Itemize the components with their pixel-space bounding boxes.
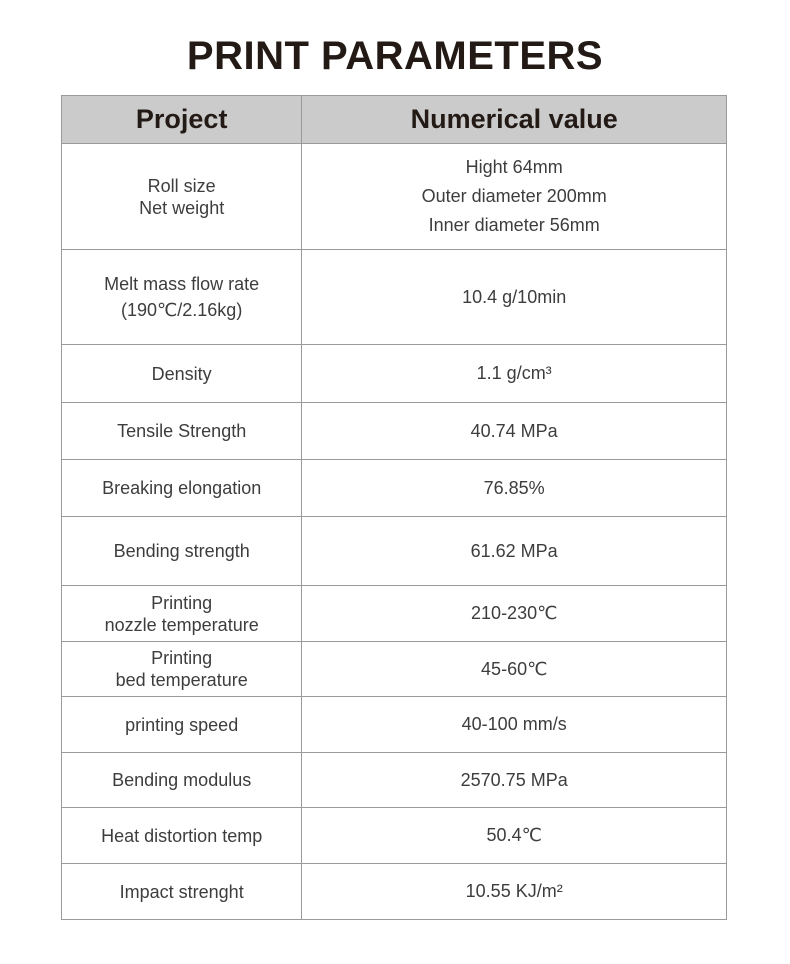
param-name-line: Tensile Strength bbox=[117, 421, 247, 441]
table-row bbox=[62, 864, 727, 920]
param-value-line: 2570.75 MPa bbox=[460, 769, 568, 790]
table-row bbox=[62, 753, 727, 808]
table-header-row bbox=[62, 96, 727, 144]
header-numerical-value: Numerical value bbox=[302, 96, 727, 144]
param-name-line: Impact strenght bbox=[119, 881, 244, 902]
param-value-line: 10.4 g/10min bbox=[462, 286, 567, 307]
param-name-line: (190℃/2.16kg) bbox=[121, 300, 243, 320]
param-value-line: 61.62 MPa bbox=[470, 540, 558, 561]
param-value-line: 210-230℃ bbox=[471, 603, 558, 623]
param-name bbox=[62, 403, 302, 460]
param-value-line: 40.74 MPa bbox=[470, 420, 558, 441]
param-value bbox=[302, 345, 727, 403]
param-name bbox=[62, 808, 302, 864]
param-value-line: 50.4℃ bbox=[486, 825, 542, 845]
param-name-line: Printing bbox=[151, 648, 213, 668]
table-row bbox=[62, 403, 727, 460]
param-value bbox=[302, 403, 727, 460]
param-name-line: nozzle temperature bbox=[104, 614, 259, 635]
param-name-line: Roll size bbox=[147, 175, 216, 196]
param-value-line: Inner diameter 56mm bbox=[428, 215, 600, 235]
param-name-line: Printing bbox=[151, 592, 213, 613]
param-value bbox=[302, 460, 727, 517]
param-value bbox=[302, 250, 727, 345]
param-name-line: bed temperature bbox=[115, 670, 248, 690]
table-row bbox=[62, 144, 727, 250]
param-name bbox=[62, 753, 302, 808]
param-name-line: Bending modulus bbox=[112, 770, 252, 790]
param-name-line: Heat distortion temp bbox=[101, 825, 263, 846]
param-name-line: Net weight bbox=[139, 197, 225, 218]
table-row bbox=[62, 586, 727, 642]
param-value bbox=[302, 864, 727, 920]
param-name bbox=[62, 460, 302, 517]
param-value bbox=[302, 697, 727, 753]
param-value-line: 40-100 mm/s bbox=[461, 714, 567, 734]
parameters-table bbox=[61, 95, 727, 920]
param-name bbox=[62, 642, 302, 697]
param-value bbox=[302, 586, 727, 642]
param-value bbox=[302, 642, 727, 697]
param-value-line: 1.1 g/cm³ bbox=[476, 363, 552, 383]
param-name bbox=[62, 586, 302, 642]
table-row bbox=[62, 460, 727, 517]
table-row bbox=[62, 808, 727, 864]
table-row bbox=[62, 250, 727, 345]
param-value bbox=[302, 517, 727, 586]
param-value-line: 76.85% bbox=[483, 477, 545, 498]
param-name bbox=[62, 517, 302, 586]
table-row bbox=[62, 697, 727, 753]
table-row bbox=[62, 642, 727, 697]
param-name-line: Melt mass flow rate bbox=[104, 274, 260, 294]
param-name-line: Breaking elongation bbox=[102, 478, 262, 498]
param-value-line: Outer diameter 200mm bbox=[421, 186, 607, 206]
param-name-line: Bending strength bbox=[113, 541, 250, 561]
table-row bbox=[62, 345, 727, 403]
param-name-line: Density bbox=[151, 363, 212, 384]
page-title: PRINT PARAMETERS bbox=[186, 34, 604, 78]
param-name bbox=[62, 864, 302, 920]
param-value-line: 45-60℃ bbox=[481, 658, 548, 679]
header-project: Project bbox=[62, 96, 302, 144]
param-value bbox=[302, 144, 727, 250]
param-name-line: printing speed bbox=[125, 714, 239, 735]
param-name bbox=[62, 345, 302, 403]
param-name bbox=[62, 250, 302, 345]
param-name bbox=[62, 144, 302, 250]
param-value-line: 10.55 KJ/m² bbox=[465, 881, 563, 901]
param-name bbox=[62, 697, 302, 753]
param-value bbox=[302, 808, 727, 864]
param-value-line: Hight 64mm bbox=[465, 157, 563, 177]
table-row bbox=[62, 517, 727, 586]
param-value bbox=[302, 753, 727, 808]
